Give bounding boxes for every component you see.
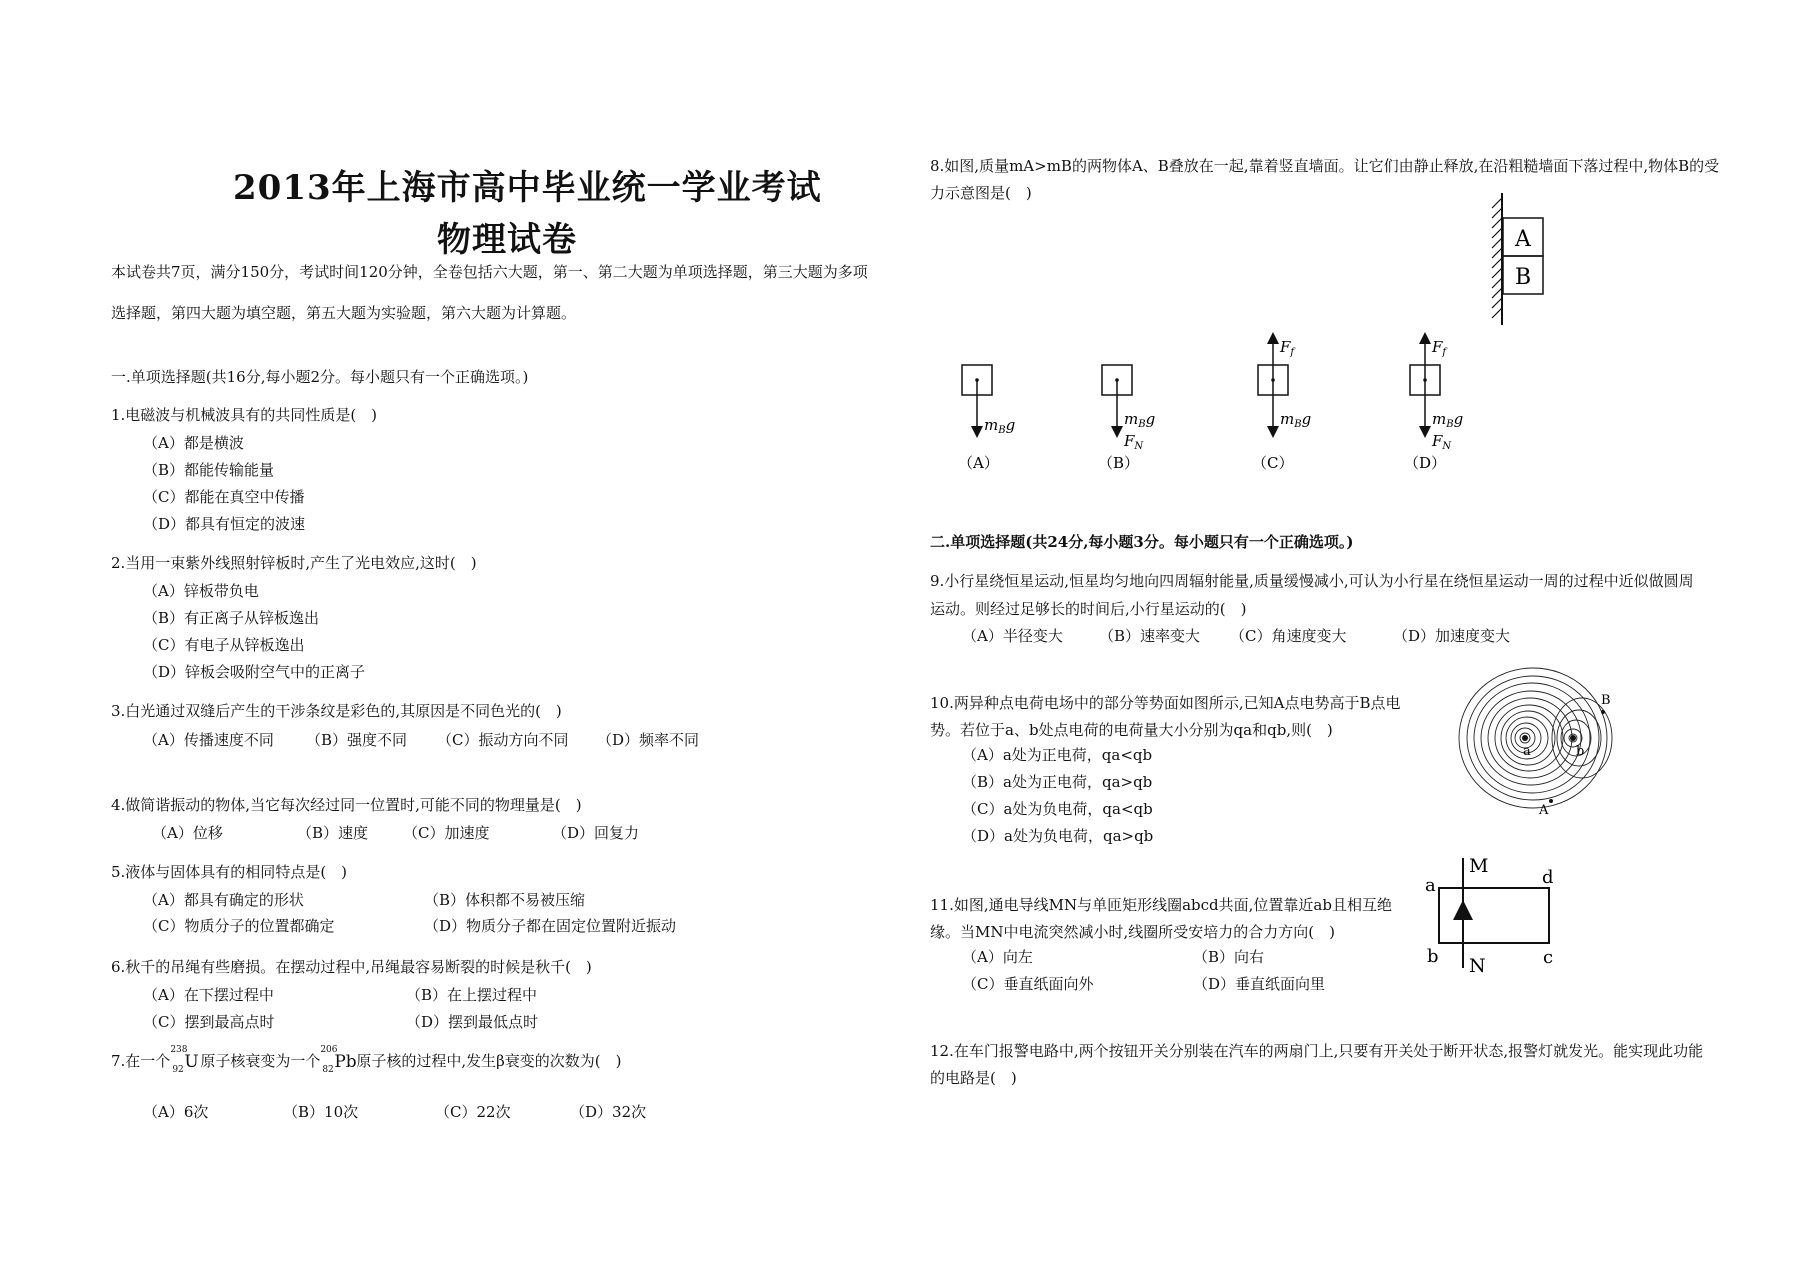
- q10-option-a[interactable]: （A）a处为正电荷，qa<qb: [962, 746, 1153, 764]
- block-a-label: A: [1515, 227, 1531, 252]
- q12-line-2: 的电路是( ): [930, 1069, 1017, 1087]
- q7-option-c[interactable]: （C）22次: [435, 1103, 511, 1121]
- q2-stem: 2.当用一束紫外线照射锌板时,产生了光电效应,这时( ): [111, 554, 477, 572]
- q6-option-b[interactable]: （B）在上摆过程中: [406, 986, 538, 1004]
- svg-text:d: d: [1542, 867, 1554, 888]
- q2-option-a[interactable]: （A）锌板带负电: [143, 582, 259, 600]
- svg-text:c: c: [1543, 947, 1554, 968]
- block-b-label: B: [1515, 265, 1532, 290]
- wall-hatching: [1492, 198, 1502, 318]
- q2-option-d[interactable]: （D）锌板会吸附空气中的正离子: [143, 663, 366, 681]
- svg-text:FN: $F_N$: [1432, 432, 1452, 452]
- q3-option-b[interactable]: （B）强度不同: [306, 731, 408, 749]
- q10-option-c[interactable]: （C）a处为负电荷，qa<qb: [962, 800, 1153, 818]
- q11-option-b[interactable]: （B）向右: [1193, 948, 1265, 966]
- q10-line-1: 10.两异种点电荷电场中的部分等势面如图所示,已知A点电势高于B点电: [930, 694, 1401, 712]
- q1-option-c[interactable]: （C）都能在真空中传播: [143, 488, 305, 506]
- q1-option-b[interactable]: （B）都能传输能量: [143, 461, 275, 479]
- q4-option-c[interactable]: （C）加速度: [403, 824, 490, 842]
- svg-text:mBg: $m_Bg$: [1280, 410, 1312, 430]
- q7-stem-pre: 7.在一个: [111, 1052, 171, 1070]
- exam-title: 2013年上海市高中毕业统一学业考试: [233, 168, 822, 208]
- svg-text:FN: $F_N$: [1124, 432, 1144, 452]
- force-diagram-b[interactable]: [1098, 365, 1155, 472]
- q6-option-a[interactable]: （A）在下摆过程中: [143, 986, 274, 1004]
- q8-force-diagrams: [940, 330, 1500, 480]
- q10-equipotential-figure: [1445, 660, 1620, 820]
- q5-option-a[interactable]: （A）都具有确定的形状: [143, 891, 304, 909]
- q3-option-a[interactable]: （A）传播速度不同: [143, 731, 274, 749]
- q6-stem: 6.秋千的吊绳有些磨损。在摆动过程中,吊绳最容易断裂的时候是秋千( ): [111, 958, 592, 976]
- q3-stem: 3.白光通过双缝后产生的干涉条纹是彩色的,其原因是不同色光的( ): [111, 702, 562, 720]
- q9-line-2: 运动。则经过足够长的时间后,小行星运动的( ): [930, 600, 1247, 618]
- svg-text:Ff: $F_f$: [1432, 338, 1447, 358]
- q1-stem: 1.电磁波与机械波具有的共同性质是( ): [111, 406, 378, 424]
- fig-point-a: a: [1523, 744, 1531, 759]
- q6-option-d[interactable]: （D）摆到最低点时: [406, 1013, 539, 1031]
- q1-option-a[interactable]: （A）都是横波: [143, 434, 244, 452]
- q6-option-c[interactable]: （C）摆到最高点时: [143, 1013, 275, 1031]
- q5-stem: 5.液体与固体具有的相同特点是( ): [111, 863, 348, 881]
- q10-line-2: 势。若位于a、b处点电荷的电荷量大小分别为qa和qb,则( ): [930, 721, 1333, 739]
- q2-option-c[interactable]: （C）有电子从锌板逸出: [143, 636, 305, 654]
- q11-line-1: 11.如图,通电导线MN与单匝矩形线圈abcd共面,位置靠近ab且相互绝: [930, 896, 1392, 914]
- q7-stem: [111, 1045, 622, 1080]
- fig-point-b: b: [1576, 744, 1585, 759]
- q5-option-b[interactable]: （B）体积都不易被压缩: [424, 891, 586, 909]
- q11-option-d[interactable]: （D）垂直纸面向里: [1193, 975, 1326, 993]
- svg-text:mBg: $m_Bg$: [1124, 410, 1156, 430]
- q11-wire-coil-figure: [1415, 850, 1575, 980]
- q5-option-c[interactable]: （C）物质分子的位置都确定: [143, 917, 335, 935]
- exam-subtitle: 物理试卷: [437, 220, 577, 260]
- lead-isotope: 206 82 Pb: [320, 1045, 357, 1075]
- force-diagram-d[interactable]: [1404, 338, 1463, 472]
- q12-line-1: 12.在车门报警电路中,两个按钮开关分别装在汽车的两扇门上,只要有开关处于断开状态,报警灯就发光。能实现此功能: [930, 1042, 1704, 1060]
- q8-line-2: 力示意图是( ): [930, 184, 1032, 202]
- q7-stem-post: 原子核的过程中,发生β衰变的次数为( ): [356, 1052, 622, 1070]
- q7-option-a[interactable]: （A）6次: [143, 1103, 209, 1121]
- section-2-title: 二.单项选择题(共24分,每小题3分。每小题只有一个正确选项。): [930, 533, 1354, 551]
- coil-abcd: [1439, 888, 1549, 943]
- q11-option-a[interactable]: （A）向左: [962, 948, 1033, 966]
- force-diagram-c[interactable]: [1252, 338, 1311, 472]
- fig-point-A: A: [1539, 803, 1549, 818]
- q9-option-a[interactable]: （A）半径变大: [962, 627, 1063, 645]
- svg-text:mBg: $m_Bg$: [984, 416, 1016, 436]
- q3-option-d[interactable]: （D）频率不同: [597, 731, 700, 749]
- q9-line-1: 9.小行星绕恒星运动,恒星均匀地向四周辐射能量,质量缓慢减小,可认为小行星在绕恒星运动一周的过程中近似做圆周: [930, 572, 1694, 590]
- q10-option-d[interactable]: （D）a处为负电荷，qa>qb: [962, 827, 1154, 845]
- q3-option-c[interactable]: （C）振动方向不同: [437, 731, 569, 749]
- section-1-title: 一.单项选择题(共16分,每小题2分。每小题只有一个正确选项。): [111, 368, 529, 386]
- q7-stem-mid: 原子核衰变为一个: [200, 1052, 321, 1070]
- svg-text:（B）: （B）: [1098, 454, 1140, 472]
- q4-option-a[interactable]: （A）位移: [152, 824, 223, 842]
- q9-option-d[interactable]: （D）加速度变大: [1393, 627, 1511, 645]
- q4-option-d[interactable]: （D）回复力: [552, 824, 640, 842]
- q9-option-c[interactable]: （C）角速度变大: [1230, 627, 1347, 645]
- svg-text:mBg: $m_Bg$: [1432, 410, 1464, 430]
- force-diagram-a[interactable]: [958, 365, 1015, 472]
- intro-line-1: 本试卷共7页，满分150分，考试时间120分钟，全卷包括六大题，第一、第二大题为单项选择题，第三大题为多项: [111, 263, 868, 281]
- svg-text:（D）: （D）: [1404, 454, 1447, 472]
- svg-text:a: a: [1425, 875, 1436, 896]
- q7-option-b[interactable]: （B）10次: [283, 1103, 359, 1121]
- uranium-isotope: 238 92 U: [170, 1045, 199, 1075]
- q7-option-d[interactable]: （D）32次: [570, 1103, 647, 1121]
- svg-text:N: N: [1469, 955, 1486, 977]
- q10-option-b[interactable]: （B）a处为正电荷，qa>qb: [962, 773, 1153, 791]
- q4-option-b[interactable]: （B）速度: [297, 824, 369, 842]
- q8-line-1: 8.如图,质量mA>mB的两物体A、B叠放在一起,靠着竖直墙面。让它们由静止释放,在沿粗糙墙面下落过程中,物体B的受: [930, 157, 1720, 175]
- q1-option-d[interactable]: （D）都具有恒定的波速: [143, 515, 306, 533]
- svg-text:Ff: $F_f$: [1280, 338, 1295, 358]
- q4-stem: 4.做简谐振动的物体,当它每次经过同一位置时,可能不同的物理量是( ): [111, 796, 582, 814]
- q5-option-d[interactable]: （D）物质分子都在固定位置附近振动: [424, 917, 677, 935]
- q2-option-b[interactable]: （B）有正离子从锌板逸出: [143, 609, 320, 627]
- svg-text:（A）: （A）: [958, 454, 999, 472]
- q11-line-2: 缘。当MN中电流突然减小时,线圈所受安培力的合力方向( ): [930, 923, 1335, 941]
- q9-option-b[interactable]: （B）速率变大: [1099, 627, 1201, 645]
- svg-text:M: M: [1469, 855, 1489, 877]
- q11-option-c[interactable]: （C）垂直纸面向外: [962, 975, 1094, 993]
- svg-text:（C）: （C）: [1252, 454, 1294, 472]
- q8-wall-blocks-figure: [1480, 190, 1570, 330]
- intro-line-2: 选择题，第四大题为填空题，第五大题为实验题，第六大题为计算题。: [111, 304, 577, 322]
- svg-text:b: b: [1427, 946, 1439, 967]
- fig-point-B: B: [1601, 693, 1611, 708]
